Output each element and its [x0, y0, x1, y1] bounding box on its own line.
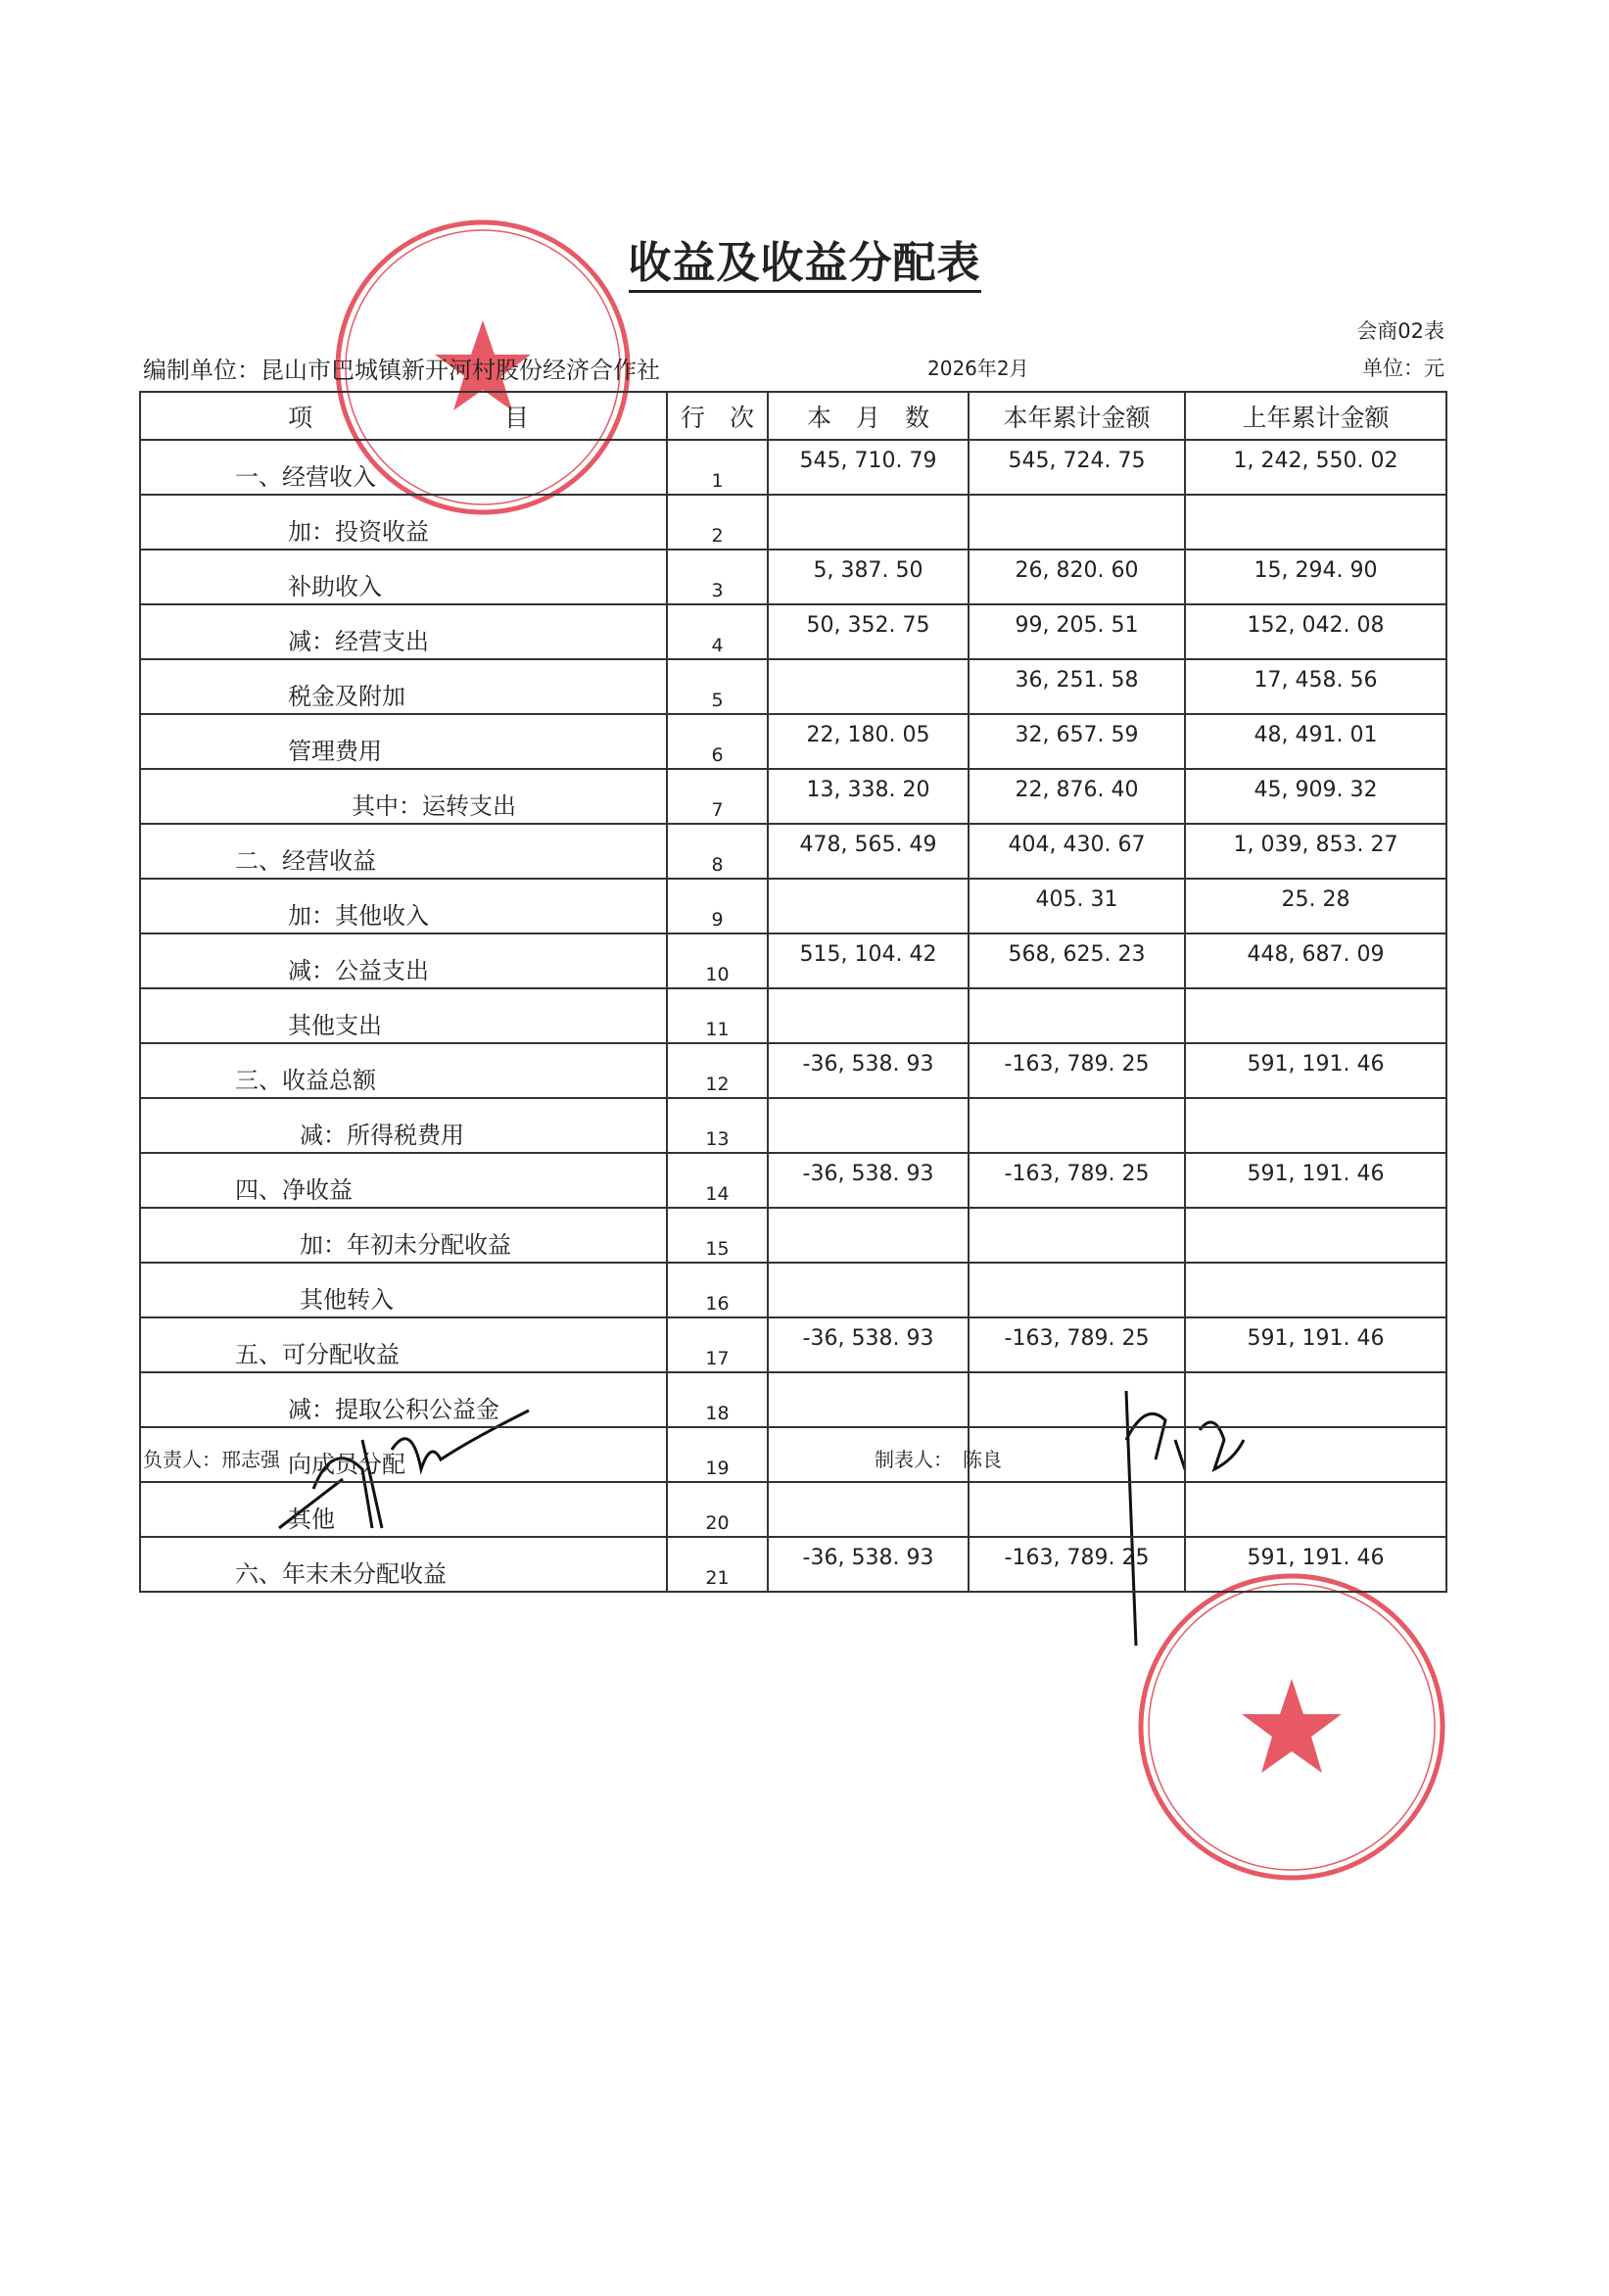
cell-last-year: 45, 909. 32	[1185, 769, 1446, 824]
cell-item: 六、年末未分配收益	[140, 1537, 667, 1592]
table-row	[140, 495, 1446, 550]
cell-this-month: -36, 538. 93	[768, 1043, 969, 1098]
cell-last-year	[1185, 1208, 1446, 1263]
cell-line: 20	[667, 1482, 768, 1537]
cell-ytd	[969, 988, 1185, 1043]
cell-ytd: -163, 789. 25	[969, 1153, 1185, 1208]
cell-ytd	[969, 1372, 1185, 1427]
cell-last-year	[1185, 1098, 1446, 1153]
table-header	[140, 392, 1446, 440]
cell-item: 其他	[140, 1482, 667, 1537]
col-ytd: 本年累计金额	[969, 392, 1185, 440]
cell-ytd: 26, 820. 60	[969, 550, 1185, 604]
cell-item: 减：公益支出	[140, 933, 667, 988]
cell-last-year: 48, 491. 01	[1185, 714, 1446, 769]
col-this-month: 本 月 数	[768, 392, 969, 440]
cell-item: 向成员分配	[140, 1427, 667, 1482]
cell-line: 18	[667, 1372, 768, 1427]
income-distribution-table	[139, 391, 1447, 1593]
title-text: 收益及收益分配表	[629, 238, 981, 293]
cell-item: 管理费用	[140, 714, 667, 769]
table-row	[140, 879, 1446, 933]
cell-item: 减：所得税费用	[140, 1098, 667, 1153]
cell-last-year: 25. 28	[1185, 879, 1446, 933]
cell-ytd: 545, 724. 75	[969, 440, 1185, 495]
cell-this-month: -36, 538. 93	[768, 1153, 969, 1208]
cell-ytd	[969, 495, 1185, 550]
cell-line: 11	[667, 988, 768, 1043]
table-row	[140, 769, 1446, 824]
report-period: 2026年2月	[927, 357, 1029, 380]
table-row	[140, 1098, 1446, 1153]
cell-line: 3	[667, 550, 768, 604]
table-row	[140, 1372, 1446, 1427]
cell-this-month: 478, 565. 49	[768, 824, 969, 879]
cell-this-month	[768, 1263, 969, 1317]
cell-item: 减：提取公积公益金	[140, 1372, 667, 1427]
cell-item: 四、净收益	[140, 1153, 667, 1208]
cell-this-month	[768, 988, 969, 1043]
cell-line: 5	[667, 659, 768, 714]
col-last-year: 上年累计金额	[1185, 392, 1446, 440]
cell-line: 15	[667, 1208, 768, 1263]
cell-last-year: 15, 294. 90	[1185, 550, 1446, 604]
cell-this-month	[768, 659, 969, 714]
cell-item: 二、经营收益	[140, 824, 667, 879]
table-row	[140, 1043, 1446, 1098]
cell-last-year: 591, 191. 46	[1185, 1537, 1446, 1592]
cell-ytd: -163, 789. 25	[969, 1537, 1185, 1592]
table-row	[140, 550, 1446, 604]
currency-unit: 单位：元	[1362, 357, 1444, 380]
cell-this-month: -36, 538. 93	[768, 1537, 969, 1592]
cell-last-year: 448, 687. 09	[1185, 933, 1446, 988]
form-code: 会商02表	[1356, 319, 1444, 343]
cell-ytd: 568, 625. 23	[969, 933, 1185, 988]
cell-ytd	[969, 1263, 1185, 1317]
cell-item: 其中：运转支出	[140, 769, 667, 824]
cell-this-month: 22, 180. 05	[768, 714, 969, 769]
cell-last-year: 591, 191. 46	[1185, 1153, 1446, 1208]
cell-last-year	[1185, 495, 1446, 550]
cell-ytd: -163, 789. 25	[969, 1043, 1185, 1098]
cell-ytd: 404, 430. 67	[969, 824, 1185, 879]
cell-last-year	[1185, 1263, 1446, 1317]
cell-last-year	[1185, 1427, 1446, 1482]
cell-last-year: 17, 458. 56	[1185, 659, 1446, 714]
cell-this-month	[768, 879, 969, 933]
col-item	[140, 392, 667, 440]
cell-this-month	[768, 1098, 969, 1153]
cell-last-year: 591, 191. 46	[1185, 1043, 1446, 1098]
table-row	[140, 933, 1446, 988]
cell-item: 减：经营支出	[140, 604, 667, 659]
cell-line: 17	[667, 1317, 768, 1372]
table-row	[140, 988, 1446, 1043]
cell-last-year	[1185, 1482, 1446, 1537]
col-line: 行 次	[667, 392, 768, 440]
cell-line: 7	[667, 769, 768, 824]
cell-this-month: 545, 710. 79	[768, 440, 969, 495]
cell-this-month: -36, 538. 93	[768, 1317, 969, 1372]
cell-last-year: 591, 191. 46	[1185, 1317, 1446, 1372]
cell-line: 6	[667, 714, 768, 769]
cell-line: 2	[667, 495, 768, 550]
table-row	[140, 659, 1446, 714]
cell-ytd	[969, 1482, 1185, 1537]
cell-item: 加：其他收入	[140, 879, 667, 933]
cell-item: 一、经营收入	[140, 440, 667, 495]
cell-this-month: 515, 104. 42	[768, 933, 969, 988]
cell-line: 4	[667, 604, 768, 659]
table-row	[140, 440, 1446, 495]
table-row	[140, 714, 1446, 769]
cell-ytd: -163, 789. 25	[969, 1317, 1185, 1372]
person-in-charge: 负责人：邢志强	[143, 1448, 280, 1471]
cell-this-month: 5, 387. 50	[768, 550, 969, 604]
table-row	[140, 1427, 1446, 1482]
cell-this-month: 50, 352. 75	[768, 604, 969, 659]
cell-line: 19	[667, 1427, 768, 1482]
cell-item: 五、可分配收益	[140, 1317, 667, 1372]
cell-last-year	[1185, 988, 1446, 1043]
cell-line: 13	[667, 1098, 768, 1153]
cell-line: 1	[667, 440, 768, 495]
col-item-right: 目	[503, 403, 529, 432]
cell-this-month	[768, 1372, 969, 1427]
preparer: 制表人： 陈良	[875, 1448, 1002, 1471]
cell-this-month	[768, 495, 969, 550]
page-title	[0, 227, 1609, 290]
cell-ytd: 32, 657. 59	[969, 714, 1185, 769]
cell-line: 12	[667, 1043, 768, 1098]
cell-ytd	[969, 1098, 1185, 1153]
cell-item: 加：年初未分配收益	[140, 1208, 667, 1263]
table-row	[140, 824, 1446, 879]
cell-line: 16	[667, 1263, 768, 1317]
table-row	[140, 1317, 1446, 1372]
cell-line: 10	[667, 933, 768, 988]
table-row	[140, 1153, 1446, 1208]
table-row	[140, 604, 1446, 659]
cell-last-year: 152, 042. 08	[1185, 604, 1446, 659]
table-row	[140, 1263, 1446, 1317]
cell-item: 其他支出	[140, 988, 667, 1043]
cell-item: 其他转入	[140, 1263, 667, 1317]
cell-last-year: 1, 242, 550. 02	[1185, 440, 1446, 495]
cell-line: 21	[667, 1537, 768, 1592]
cell-item: 税金及附加	[140, 659, 667, 714]
col-item-left: 项	[288, 403, 313, 432]
table-row	[140, 1537, 1446, 1592]
cell-last-year: 1, 039, 853. 27	[1185, 824, 1446, 879]
cell-ytd	[969, 1208, 1185, 1263]
cell-this-month	[768, 1482, 969, 1537]
cell-ytd: 405. 31	[969, 879, 1185, 933]
table-row	[140, 1208, 1446, 1263]
cell-item: 补助收入	[140, 550, 667, 604]
cell-line: 9	[667, 879, 768, 933]
cell-item: 加：投资收益	[140, 495, 667, 550]
cell-line: 14	[667, 1153, 768, 1208]
cell-last-year	[1185, 1372, 1446, 1427]
cell-line: 8	[667, 824, 768, 879]
cell-ytd: 36, 251. 58	[969, 659, 1185, 714]
cell-item: 三、收益总额	[140, 1043, 667, 1098]
compiling-unit: 编制单位：昆山市巴城镇新开河村股份经济合作社	[143, 357, 660, 384]
table-row	[140, 1482, 1446, 1537]
seal-star-icon	[1242, 1679, 1342, 1773]
cell-this-month	[768, 1208, 969, 1263]
cell-ytd: 99, 205. 51	[969, 604, 1185, 659]
cell-this-month: 13, 338. 20	[768, 769, 969, 824]
cell-ytd: 22, 876. 40	[969, 769, 1185, 824]
